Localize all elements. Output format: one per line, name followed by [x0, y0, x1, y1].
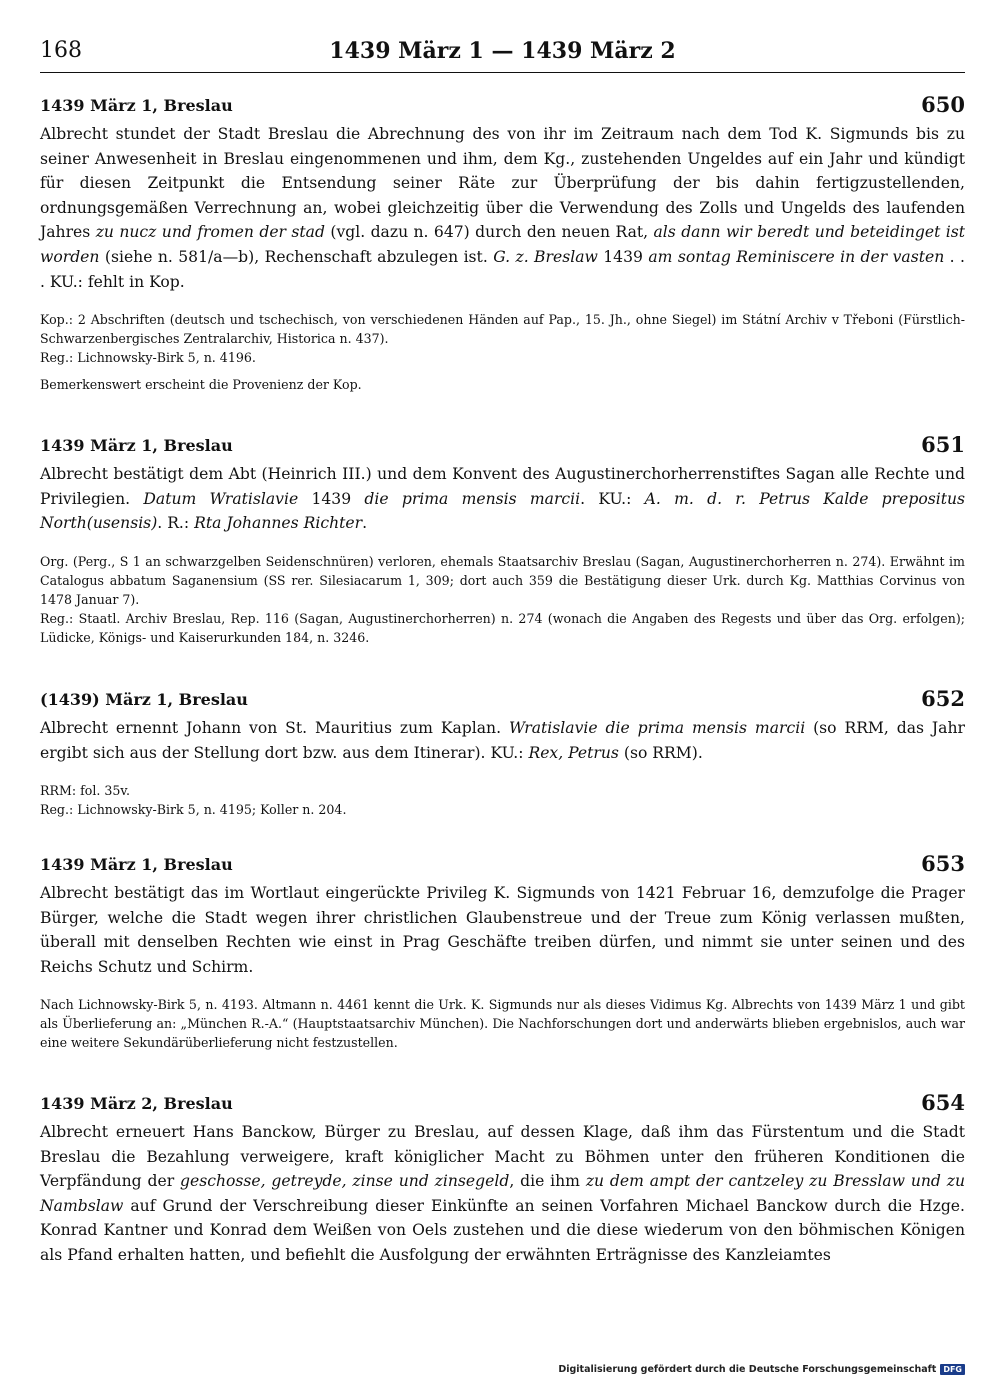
regest-text-run: , die ihm: [509, 1172, 586, 1191]
regest-text-run: .: [362, 514, 368, 533]
entry-652: [40, 686, 965, 819]
entry-number: 652: [921, 686, 965, 711]
entry-number: 654: [921, 1090, 965, 1115]
entry-regest: [40, 1120, 965, 1268]
running-title: 1439 März 1 — 1439 März 2: [329, 38, 676, 64]
entry-number: 651: [921, 432, 965, 457]
regest-italic-run: als dann wir beredt und beteidinget ist worden: [40, 223, 966, 266]
entry-regest: [40, 122, 965, 294]
regest-italic-run: A. m. d. r. Petrus Kalde prepositus North(usensis): [40, 489, 966, 533]
regest-text-run: . KU.:: [580, 489, 645, 508]
entry-651: [40, 432, 966, 647]
regest-text-run: (vgl. dazu n. 647) durch den neuen Rat,: [324, 223, 654, 242]
entry-head: [40, 851, 965, 881]
regest-italic-run: zu nucz und fromen der stad: [95, 223, 325, 242]
entry-number: 650: [921, 92, 965, 117]
entry-date: 1439 März 2, Breslau: [40, 1094, 233, 1113]
entry-head: [40, 432, 965, 462]
entry-notes: [40, 781, 965, 819]
dfg-logo-icon: DFG: [940, 1364, 965, 1375]
regest-text-run: (so RRM).: [618, 743, 703, 762]
note-line: Reg.: Staatl. Archiv Breslau, Rep. 116 (Sagan, Augustinerchorherren) n. 274 (wonach die Angaben des Regests und über das Org. erfolgen); Lüdicke, Königs- und Kaiserurkunden 184, n. 3246.: [40, 610, 965, 645]
entry-number: 653: [921, 851, 965, 876]
entry-notes: [40, 995, 965, 1052]
entry-date: 1439 März 1, Breslau: [40, 855, 233, 874]
entry-notes: [40, 310, 965, 394]
regest-text-run: 1439: [298, 489, 365, 508]
regest-text-run: Albrecht bestätigt das im Wortlaut eingerückte Privileg K. Sigmunds von 1421 Februar 16, demzufolge die Prager Bürger, welche die Stadt wegen ihrer christlichen Glaubenstreue und der Treue zum König verlassen mußten, überall mit denselben Rechten wie einst in Prag Geschäfte treiben dürfen, und nimmt sie unter seinen und des Reichs Schutz und Schirm.: [40, 884, 965, 976]
entry-head: [40, 92, 965, 122]
regest-text-run: Albrecht stundet der Stadt Breslau die Abrechnung des von ihr im Zeitraum nach dem Tod K. Sigmunds bis zu seiner Anwesenheit in Breslau eingenommenen und ihm, dem Kg., zustehenden Ungeldes auf ein Jahr und kündigt für diesen Zeitpunkt die Entsendung seiner Räte zur Überprüfung der bis dahin fertigzustellenden, ordnungsgemäßen Verrechnung an, wobei gleichzeitig über die Verwendung des Zolls und Ungelds des laufenden Jahres: [40, 125, 965, 242]
entry-regest: [40, 881, 965, 979]
note-line: Org. (Perg., S 1 an schwarzgelben Seidenschnüren) verloren, ehemals Staatsarchiv Breslau (Sagan, Augustinerchorherren n. 274). Erwähnt im Catalogus abbatum Saganensium (SS rer. Silesiacarum 1, 309; dort auch 359 die Bestätigung dieser Urk. durch Kg. Matthias Corvinus von 1478 Januar 7).: [40, 553, 965, 607]
entry-head: [40, 686, 965, 716]
entry-notes: [40, 552, 965, 647]
regest-italic-run: Wratislavie die prima mensis marcii: [508, 719, 806, 737]
note-line: RRM: fol. 35v.: [40, 783, 131, 799]
regest-text-run: (siehe n. 581/a—b), Rechenschaft abzulegen ist.: [99, 247, 494, 266]
entry-head: [40, 1090, 965, 1120]
footer-credit: [558, 1362, 965, 1376]
regest-text-run: . . . KU.: fehlt in Kop.: [40, 247, 965, 291]
entry-regest: [40, 716, 965, 765]
note-line: Reg.: Lichnowsky-Birk 5, n. 4196.: [40, 350, 256, 366]
note-line: Reg.: Lichnowsky-Birk 5, n. 4195; Koller n. 204.: [40, 802, 347, 818]
note-line: Bemerkenswert erscheint die Provenienz der Kop.: [40, 377, 362, 393]
regest-italic-run: am sontag Reminiscere in der vasten: [648, 247, 945, 266]
entry-date: 1439 März 1, Breslau: [40, 96, 233, 115]
note-line: Nach Lichnowsky-Birk 5, n. 4193. Altmann n. 4461 kennt die Urk. K. Sigmunds nur als dieses Vidimus Kg. Albrechts von 1439 März 1 und gibt als Überlieferung an: „München R.-A.“ (Hauptstaatsarchiv München). Die Nachforschungen dort und anderwärts blieben ergebnislos, auch war eine weitere Sekundärüberlieferung nicht festzustellen.: [40, 997, 965, 1051]
regest-italic-run: die prima mensis marcii: [364, 489, 581, 508]
entry-653: [40, 851, 965, 1052]
regest-text-run: . R.:: [157, 514, 195, 533]
entry-654: [40, 1090, 966, 1268]
regest-italic-run: Datum Wratislavie: [143, 489, 299, 508]
page-number: 168: [40, 38, 82, 63]
regest-italic-run: Rta Johannes Richter: [194, 514, 363, 533]
entry-650: [40, 92, 966, 394]
regest-text-run: auf Grund der Verschreibung dieser Einkünfte an seinen Vorfahren Michael Banckow durch die Hzge. Konrad Kantner und Konrad dem Weißen von Oels zustehen und die diese wiederum von den böhmischen Königen als Pfand erhalten hatten, und befiehlt die Ausfolgung der erwähnten Erträgnisse des Kanzleiamtes: [40, 1196, 965, 1264]
regest-italic-run: Rex, Petrus: [528, 743, 619, 762]
regest-italic-run: geschosse, getreyde, zinse und zinsegeld: [180, 1172, 510, 1191]
regest-text-run: Albrecht erneuert Hans Banckow, Bürger zu Breslau, auf dessen Klage, daß ihm das Fürstentum und die Stadt Breslau die Bezahlung verweigere, kraft königlicher Macht zu Böhmen unter den früheren Konditionen die Verpfändung der: [40, 1123, 965, 1191]
regest-italic-run: G. z. Breslaw: [493, 247, 598, 266]
entry-date: (1439) März 1, Breslau: [40, 690, 248, 709]
regest-text-run: (so RRM, das Jahr ergibt sich aus der Stellung dort bzw. aus dem Itinerar). KU.:: [40, 719, 965, 762]
regest-text-run: Albrecht ernennt Johann von St. Mauritius zum Kaplan.: [40, 719, 509, 737]
footer-text: Digitalisierung gefördert durch die Deutsche Forschungsgemeinschaft: [558, 1363, 937, 1375]
regest-italic-run: zu dem ampt der cantzeley zu Bresslaw und zu Nambslaw: [40, 1172, 966, 1215]
regest-text-run: 1439: [597, 247, 649, 266]
entry-regest: [40, 462, 965, 536]
page-header: [40, 38, 965, 73]
entry-date: 1439 März 1, Breslau: [40, 436, 233, 455]
regest-text-run: Albrecht bestätigt dem Abt (Heinrich III.) und dem Konvent des Augustinerchorherrenstiftes Sagan alle Rechte und Privilegien.: [40, 465, 965, 508]
note-line: Kop.: 2 Abschriften (deutsch und tschechisch, von verschiedenen Händen auf Pap., 15. Jh., ohne Siegel) im Státní Archiv v Třeboni (Fürstlich-Schwarzenbergisches Zentralarchiv, Historica n. 437).: [40, 312, 965, 347]
